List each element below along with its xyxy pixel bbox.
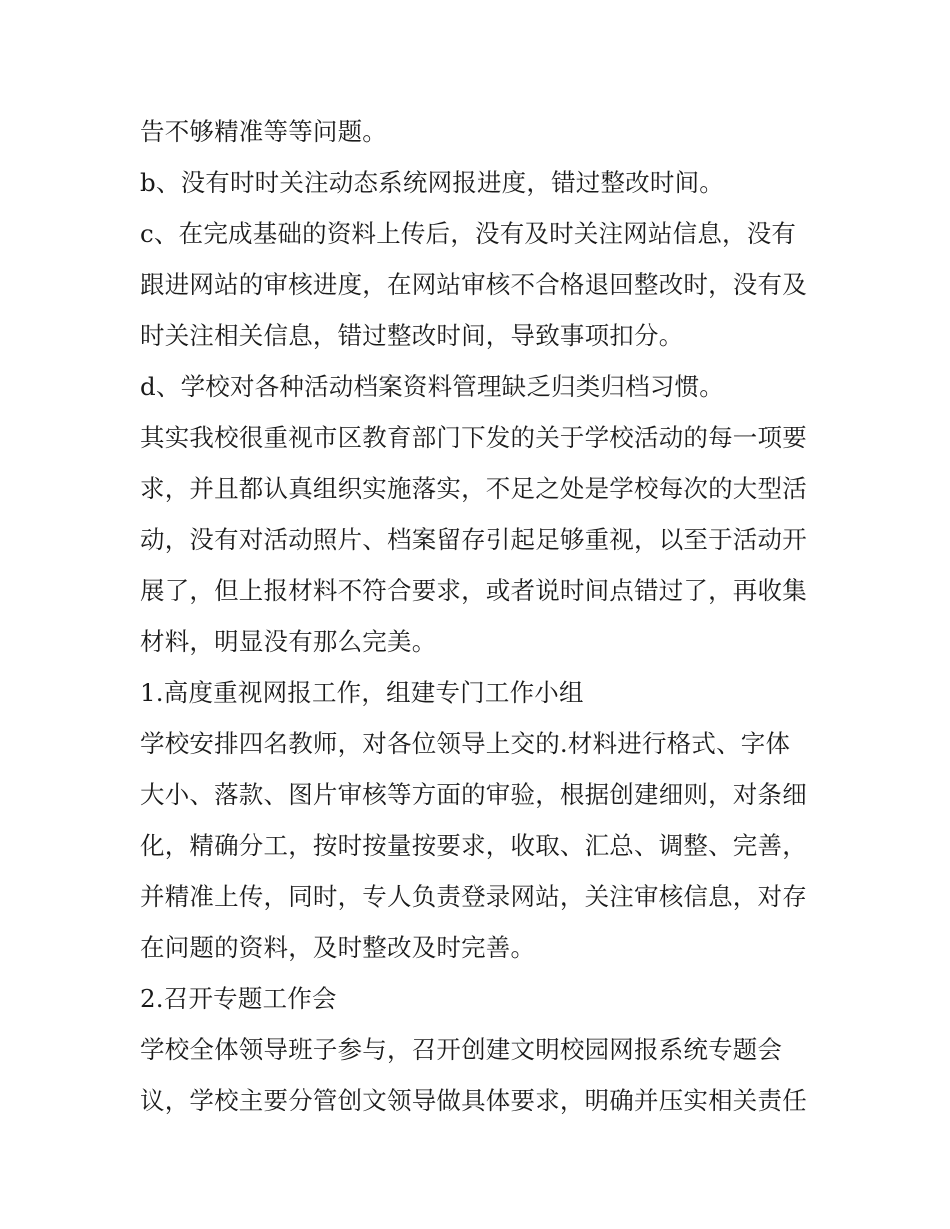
text-line: 化，精确分工，按时按量按要求，收取、汇总、调整、完善， [140, 831, 807, 860]
section-heading: 1.高度重视网报工作，组建专门工作小组 [140, 678, 584, 707]
text-line: 并精准上传，同时，专人负责登录网站，关注审核信息，对存 [140, 882, 807, 911]
document-body [140, 106, 820, 1126]
text-line: 在问题的资料，及时整改及时完善。 [140, 933, 536, 962]
text-line: 学校全体领导班子参与，召开创建文明校园网报系统专题会 [140, 1035, 783, 1064]
text-line: 材料，明显没有那么完美。 [140, 627, 437, 656]
text-line: c、在完成基础的资料上传后，没有及时关注网站信息，没有 [140, 219, 797, 248]
text-line: 跟进网站的审核进度，在网站审核不合格退回整改时，没有及 [140, 270, 807, 299]
text-line: d、学校对各种活动档案资料管理缺乏归类归档习惯。 [140, 372, 724, 401]
text-line: 告不够精准等等问题。 [140, 117, 387, 146]
section-heading: 2.召开专题工作会 [140, 984, 337, 1013]
text-line: 展了，但上报材料不符合要求，或者说时间点错过了，再收集 [140, 576, 807, 605]
text-line: 学校安排四名教师，对各位领导上交的.材料进行格式、字体 [140, 729, 791, 758]
text-line: 大小、落款、图片审核等方面的审验，根据创建细则，对条细 [140, 780, 807, 809]
text-line: b、没有时时关注动态系统网报进度，错过整改时间。 [140, 168, 724, 197]
text-line: 议，学校主要分管创文领导做具体要求，明确并压实相关责任 [140, 1086, 807, 1115]
text-line: 动，没有对活动照片、档案留存引起足够重视，以至于活动开 [140, 525, 807, 554]
text-line: 其实我校很重视市区教育部门下发的关于学校活动的每一项要 [140, 423, 807, 452]
text-line: 求，并且都认真组织实施落实，不足之处是学校每次的大型活 [140, 474, 807, 503]
text-line: 时关注相关信息，错过整改时间，导致事项扣分。 [140, 321, 684, 350]
